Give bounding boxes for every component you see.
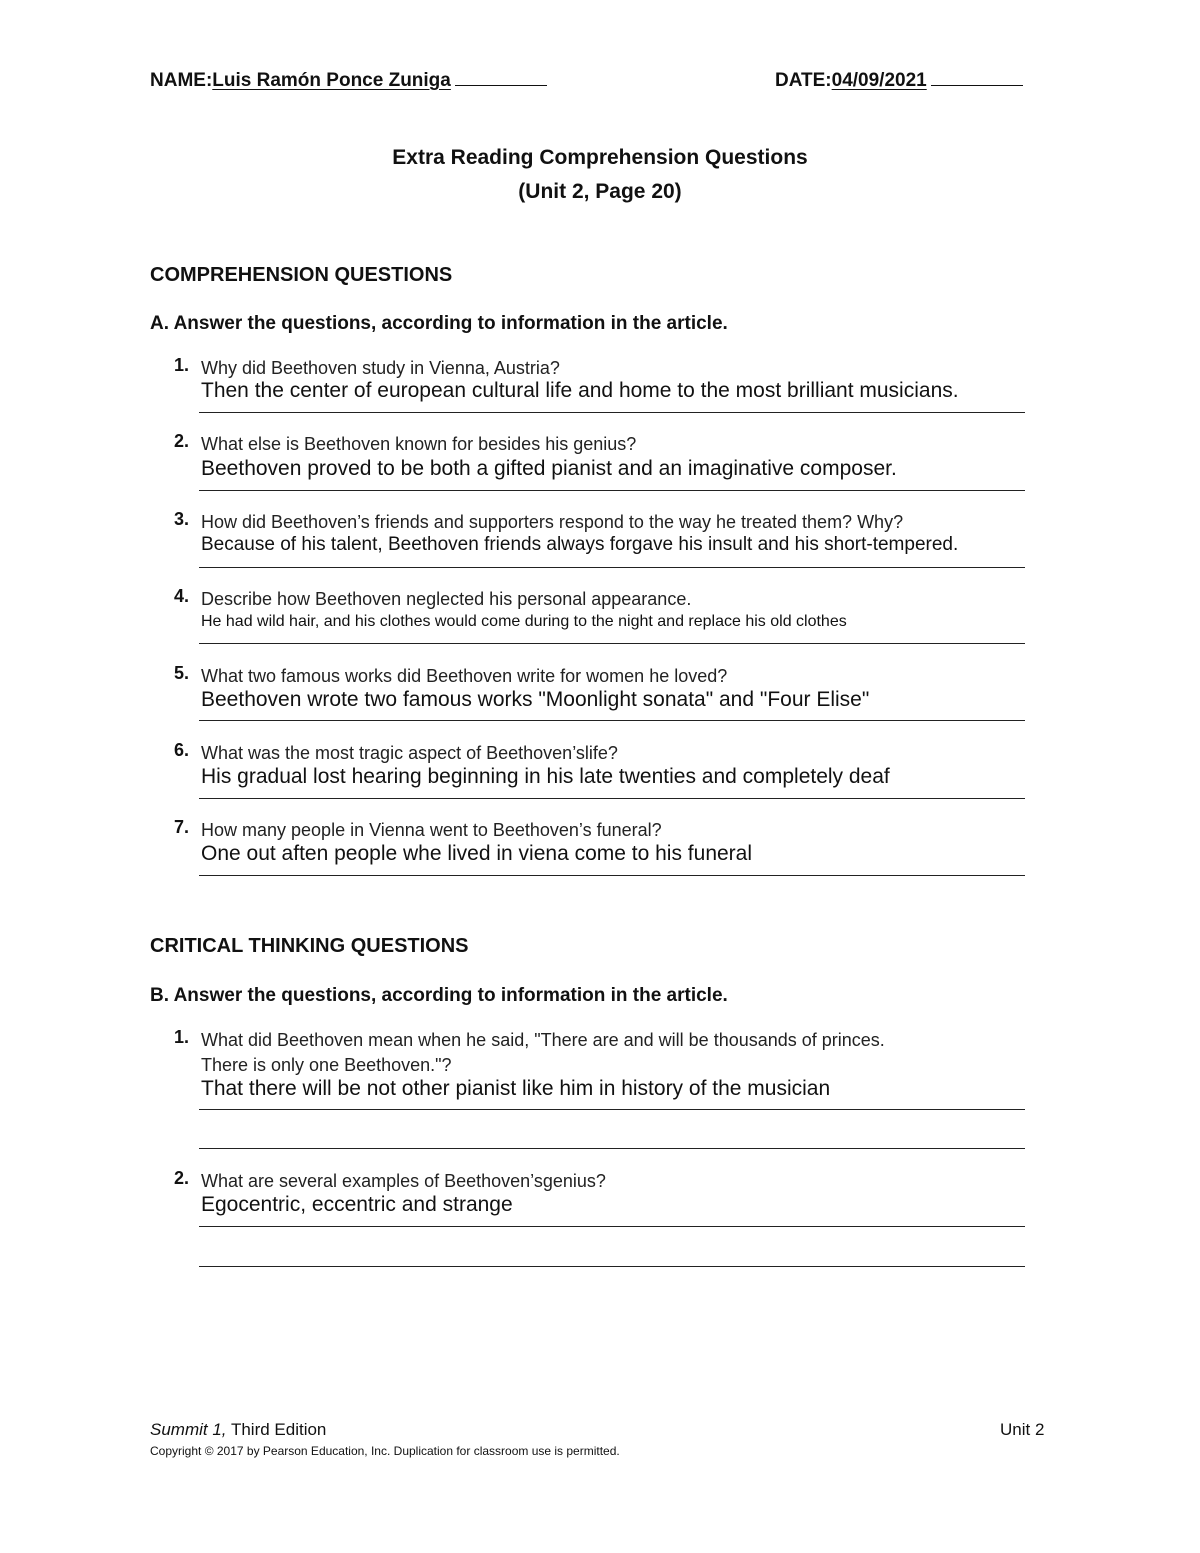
question-text: What else is Beethoven known for besides his genius? <box>201 434 637 454</box>
answer-text: Egocentric, eccentric and strange <box>201 1193 513 1216</box>
footer-book-title <box>150 1420 326 1440</box>
answer-line <box>199 567 1025 568</box>
question-text-line2: There is only one Beethoven."? <box>201 1055 452 1075</box>
answer-line <box>199 1226 1025 1227</box>
answer-text: That there will be not other pianist like him in history of the musician <box>201 1077 831 1100</box>
name-field <box>150 70 547 92</box>
critical-thinking-instruction: B. Answer the questions, according to information in the article. <box>150 985 728 1006</box>
answer-text: Then the center of european cultural life and home to the most brilliant musicians. <box>201 379 959 402</box>
answer-text: Beethoven wrote two famous works "Moonlight sonata" and "Four Elise" <box>201 688 870 711</box>
answer-text: Because of his talent, Beethoven friends always forgave his insult and his short-tempered. <box>201 534 959 555</box>
date-field <box>775 70 1023 92</box>
answer-text: He had wild hair, and his clothes would come during to the night and replace his old clothes <box>201 613 847 630</box>
question-number: 5. <box>174 663 190 683</box>
date-label: DATE: <box>775 70 832 91</box>
book-edition: Third Edition <box>226 1420 327 1439</box>
question-text: What was the most tragic aspect of Beethoven’slife? <box>201 743 618 763</box>
answer-line <box>199 643 1025 644</box>
answer-line-blank <box>199 1148 1025 1149</box>
answer-line <box>199 720 1025 721</box>
comprehension-heading: COMPREHENSION QUESTIONS <box>150 264 453 286</box>
footer-unit: Unit 2 <box>1000 1420 1045 1439</box>
question-number: 2. <box>174 431 190 451</box>
question-number: 6. <box>174 740 190 760</box>
comprehension-instruction: A. Answer the questions, according to information in the article. <box>150 313 728 334</box>
answer-line <box>199 412 1025 413</box>
answer-line <box>199 875 1025 876</box>
answer-line <box>199 798 1025 799</box>
name-value: Luis Ramón Ponce Zuniga <box>212 70 451 91</box>
question-text: How many people in Vienna went to Beethoven’s funeral? <box>201 820 662 840</box>
critical-thinking-heading: CRITICAL THINKING QUESTIONS <box>150 935 469 957</box>
question-number: 4. <box>174 586 190 606</box>
answer-text: One out aften people whe lived in viena come to his funeral <box>201 842 753 865</box>
answer-text: Beethoven proved to be both a gifted pianist and an imaginative composer. <box>201 457 897 480</box>
worksheet-title: Extra Reading Comprehension Questions <box>392 146 808 169</box>
answer-line-blank <box>199 1266 1025 1267</box>
copyright-notice: Copyright © 2017 by Pearson Education, Inc. Duplication for classroom use is permitted. <box>150 1444 620 1458</box>
worksheet-subtitle: (Unit 2, Page 20) <box>518 180 682 203</box>
question-text: How did Beethoven’s friends and supporters respond to the way he treated them? Why? <box>201 512 904 532</box>
name-label: NAME: <box>150 70 213 91</box>
question-number: 7. <box>174 817 190 837</box>
question-text: Describe how Beethoven neglected his personal appearance. <box>201 589 692 609</box>
question-text: Why did Beethoven study in Vienna, Austria? <box>201 358 560 378</box>
question-number: 1. <box>174 1027 190 1047</box>
question-text: What are several examples of Beethoven’sgenius? <box>201 1171 606 1191</box>
question-text: What two famous works did Beethoven write for women he loved? <box>201 666 728 686</box>
date-value: 04/09/2021 <box>831 70 927 91</box>
answer-line <box>199 1109 1025 1110</box>
date-underline <box>931 85 1023 86</box>
answer-line <box>199 490 1025 491</box>
question-number: 1. <box>174 355 190 375</box>
book-title: Summit 1, <box>150 1420 227 1439</box>
question-number: 2. <box>174 1168 190 1188</box>
name-underline <box>455 85 547 86</box>
question-text-line1: What did Beethoven mean when he said, "There are and will be thousands of princes. <box>201 1030 885 1050</box>
question-number: 3. <box>174 509 190 529</box>
answer-text: His gradual lost hearing beginning in his late twenties and completely deaf <box>201 765 890 788</box>
